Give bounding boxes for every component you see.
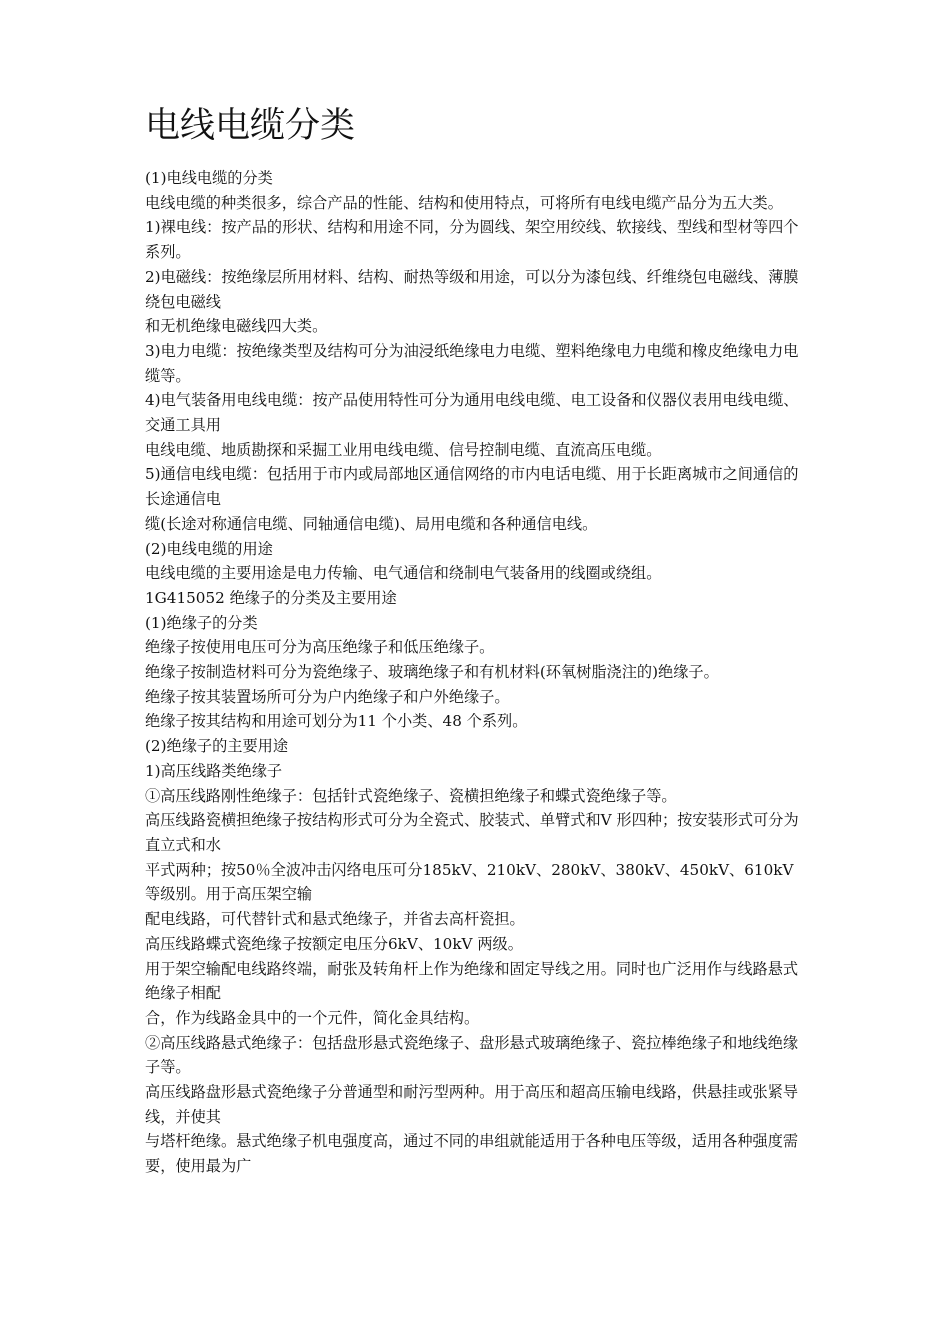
paragraph: 绝缘子按使用电压可分为高压绝缘子和低压绝缘子。 — [145, 638, 495, 657]
paragraph: (1)电线电缆的分类 — [145, 169, 273, 187]
paragraph: ②高压线路悬式绝缘子：包括盘形悬式瓷绝缘子、盘形悬式玻璃绝缘子、瓷拉棒绝缘子和地线绝缘子等。 — [145, 1033, 799, 1077]
paragraph: 1)高压线路类绝缘子 — [145, 761, 283, 780]
paragraph: 5)通信电线电缆：包括用于市内或局部地区通信网络的市内电话电缆、用于长距离城市之间通信的长途通信电 — [145, 465, 799, 509]
paragraph: 绝缘子按其装置场所可分为户内绝缘子和户外绝缘子。 — [145, 687, 510, 706]
paragraph: 与塔杆绝缘。悬式绝缘子机电强度高，通过不同的串组就能适用于各种电压等级，适用各种强度需要，使用最为广 — [145, 1132, 799, 1176]
paragraph: 用于架空输配电线路终端，耐张及转角杆上作为绝缘和固定导线之用。同时也广泛用作与线路悬式绝缘子相配 — [145, 959, 799, 1003]
paragraph: 绝缘子按其结构和用途可划分为11 个小类、48 个系列。 — [145, 712, 528, 731]
paragraph: 和无机绝缘电磁线四大类。 — [145, 317, 328, 336]
paragraph: 配电线路，可代替针式和悬式绝缘子，并省去高杆瓷担。 — [145, 910, 525, 929]
paragraph: 2)电磁线：按绝缘层所用材料、结构、耐热等级和用途，可以分为漆包线、纤维绕包电磁线、薄膜绕包电磁线 — [145, 267, 799, 311]
paragraph: (1)绝缘子的分类 — [145, 613, 258, 632]
document-title: 电线电缆分类 — [145, 106, 356, 146]
paragraph: 1G415052 绝缘子的分类及主要用途 — [145, 588, 397, 607]
paragraph: 电线电缆的主要用途是电力传输、电气通信和绕制电气装备用的线圈或绕组。 — [145, 564, 662, 583]
paragraph: 电线电缆的种类很多，综合产品的性能、结构和使用特点，可将所有电线电缆产品分为五大类。 — [145, 193, 783, 212]
paragraph: 电线电缆、地质勘探和采掘工业用电线电缆、信号控制电缆、直流高压电缆。 — [145, 440, 662, 459]
paragraph: 4)电气装备用电线电缆：按产品使用特性可分为通用电线电缆、电工设备和仪器仪表用电线电缆、交通工具用 — [145, 391, 799, 435]
paragraph: 高压线路瓷横担绝缘子按结构形式可分为全瓷式、胶装式、单臂式和V 形四种；按安装形式可分为直立式和水 — [145, 811, 799, 854]
paragraph: 缆(长途对称通信电缆、同轴通信电缆)、局用电缆和各种通信电线。 — [145, 514, 598, 533]
paragraph: 1)裸电线：按产品的形状、结构和用途不同，分为圆线、架空用绞线、软接线、型线和型材等四个系列。 — [145, 218, 799, 262]
paragraph: 高压线路盘形悬式瓷绝缘子分普通型和耐污型两种。用于高压和超高压输电线路，供悬挂或张紧导线，并使其 — [145, 1083, 799, 1126]
paragraph: 绝缘子按制造材料可分为瓷绝缘子、玻璃绝缘子和有机材料(环氧树脂浇注的)绝缘子。 — [145, 663, 719, 682]
paragraph: (2)电线电缆的用途 — [145, 539, 273, 558]
paragraph: ①高压线路刚性绝缘子：包括针式瓷绝缘子、瓷横担绝缘子和蝶式瓷绝缘子等。 — [145, 786, 677, 805]
paragraph: 高压线路蝶式瓷绝缘子按额定电压分6kV、10kV 两级。 — [145, 934, 523, 953]
paragraph: 平式两种；按50％全波冲击闪络电压可分185kV、210kV、280kV、380kV、450kV、610kV 等级别。用于高压架空输 — [145, 860, 799, 904]
document-body — [145, 166, 810, 1179]
paragraph: 合，作为线路金具中的一个元件，简化金具结构。 — [145, 1008, 480, 1027]
paragraph: (2)绝缘子的主要用途 — [145, 737, 289, 756]
paragraph: 3)电力电缆：按绝缘类型及结构可分为油浸纸绝缘电力电缆、塑料绝缘电力电缆和橡皮绝缘电力电缆等。 — [145, 341, 799, 385]
